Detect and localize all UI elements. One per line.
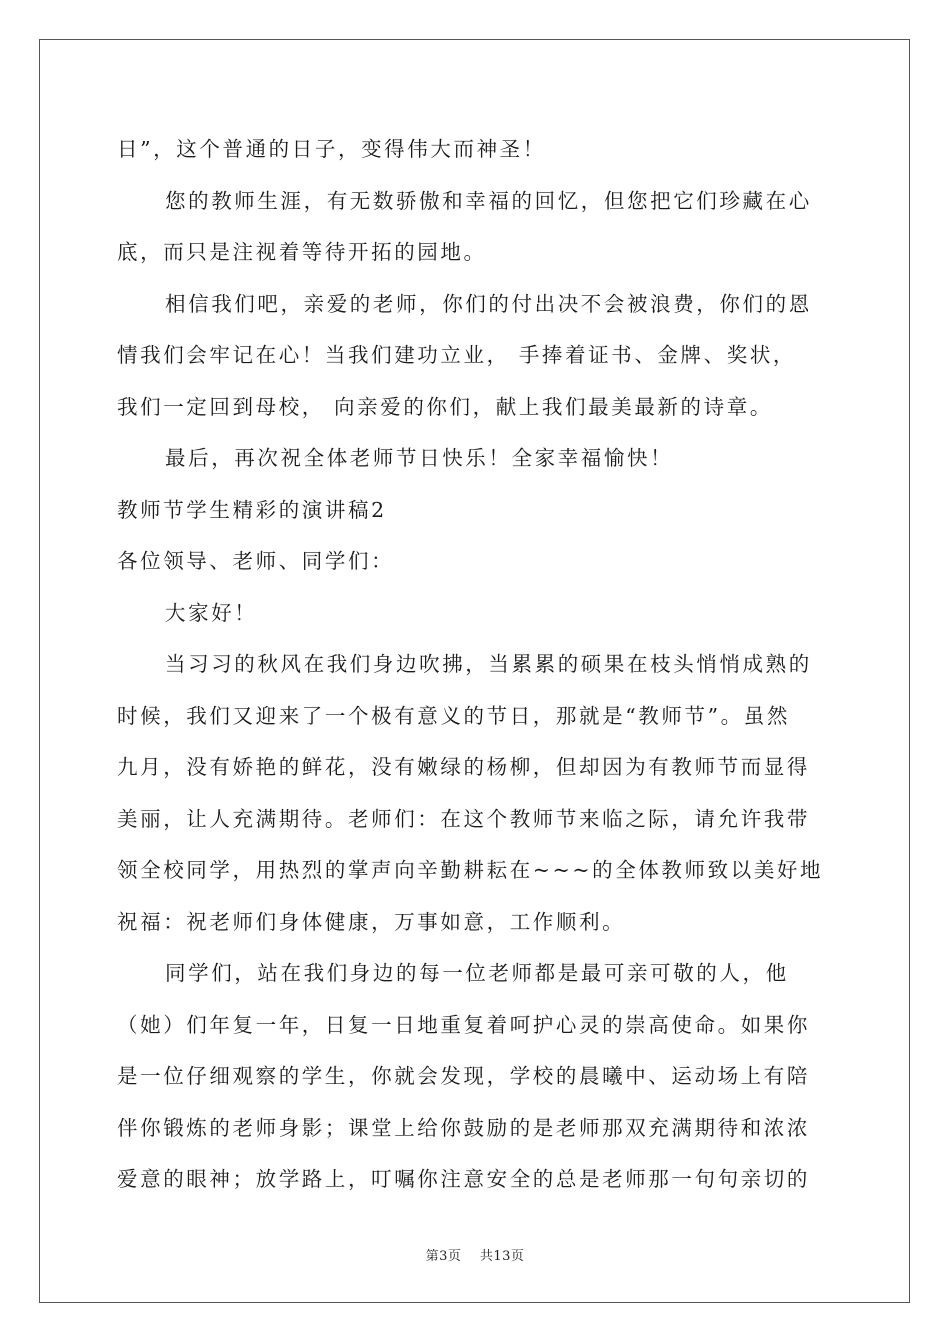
text-line: 教师节学生精彩的演讲稿2	[117, 497, 387, 522]
text-line: 美丽，让人充满期待。老师们：在这个教师节来临之际，请允许我带	[117, 806, 810, 831]
text-line: 各位领导、老师、同学们：	[117, 549, 395, 573]
text-line: 九月，没有娇艳的鲜花，没有嫩绿的杨柳，但却因为有教师节而显得	[117, 755, 810, 779]
text-line: （她）们年复一年，日复一日地重复着呵护心灵的崇高使命。如果你	[117, 1012, 810, 1037]
page-footer	[0, 1245, 950, 1264]
text-line: 日”，这个普通的日子，变得伟大而神圣！	[117, 137, 546, 161]
text-line: 您的教师生涯，有无数骄傲和幸福的回忆，但您把它们珍藏在心	[165, 188, 812, 213]
text-line: 当习习的秋风在我们身边吹拂，当累累的硕果在枝头悄悄成熟的	[165, 652, 812, 676]
text-line: 时候，我们又迎来了一个极有意义的节日，那就是“教师节”。虽然	[117, 703, 790, 728]
text-line: 大家好！	[165, 600, 258, 625]
text-line: 我们一定回到母校， 向亲爱的你们，献上我们最美最新的诗章。	[117, 394, 773, 419]
text-line: 爱意的眼神；放学路上，叮嘱你注意安全的总是老师那一句句亲切的	[117, 1167, 810, 1191]
text-line: 祝福：祝老师们身体健康，万事如意，工作顺利。	[117, 909, 626, 934]
text-line: 领全校同学，用热烈的掌声向辛勤耕耘在~~~的全体教师致以美好地	[117, 858, 824, 882]
page-number: 第3页	[425, 1249, 462, 1264]
document-body	[117, 124, 835, 1206]
text-line: 底，而只是注视着等待开拓的园地。	[117, 240, 487, 264]
text-line: 是一位仔细观察的学生，你就会发现，学校的晨曦中、运动场上有陪	[117, 1064, 810, 1088]
text-line: 伴你锻炼的老师身影；课堂上给你鼓励的是老师那双充满期待和浓浓	[117, 1115, 810, 1140]
text-line: 相信我们吧，亲爱的老师，你们的付出决不会被浪费，你们的恩	[165, 291, 812, 316]
text-line: 同学们，站在我们身边的每一位老师都是最可亲可敬的人，他	[165, 961, 789, 985]
text-line: 情我们会牢记在心！当我们建功立业， 手捧着证书、金牌、奖状，	[117, 343, 797, 367]
text-line: 最后，再次祝全体老师节日快乐！全家幸福愉快！	[165, 446, 674, 470]
page-total: 共13页	[479, 1249, 525, 1264]
